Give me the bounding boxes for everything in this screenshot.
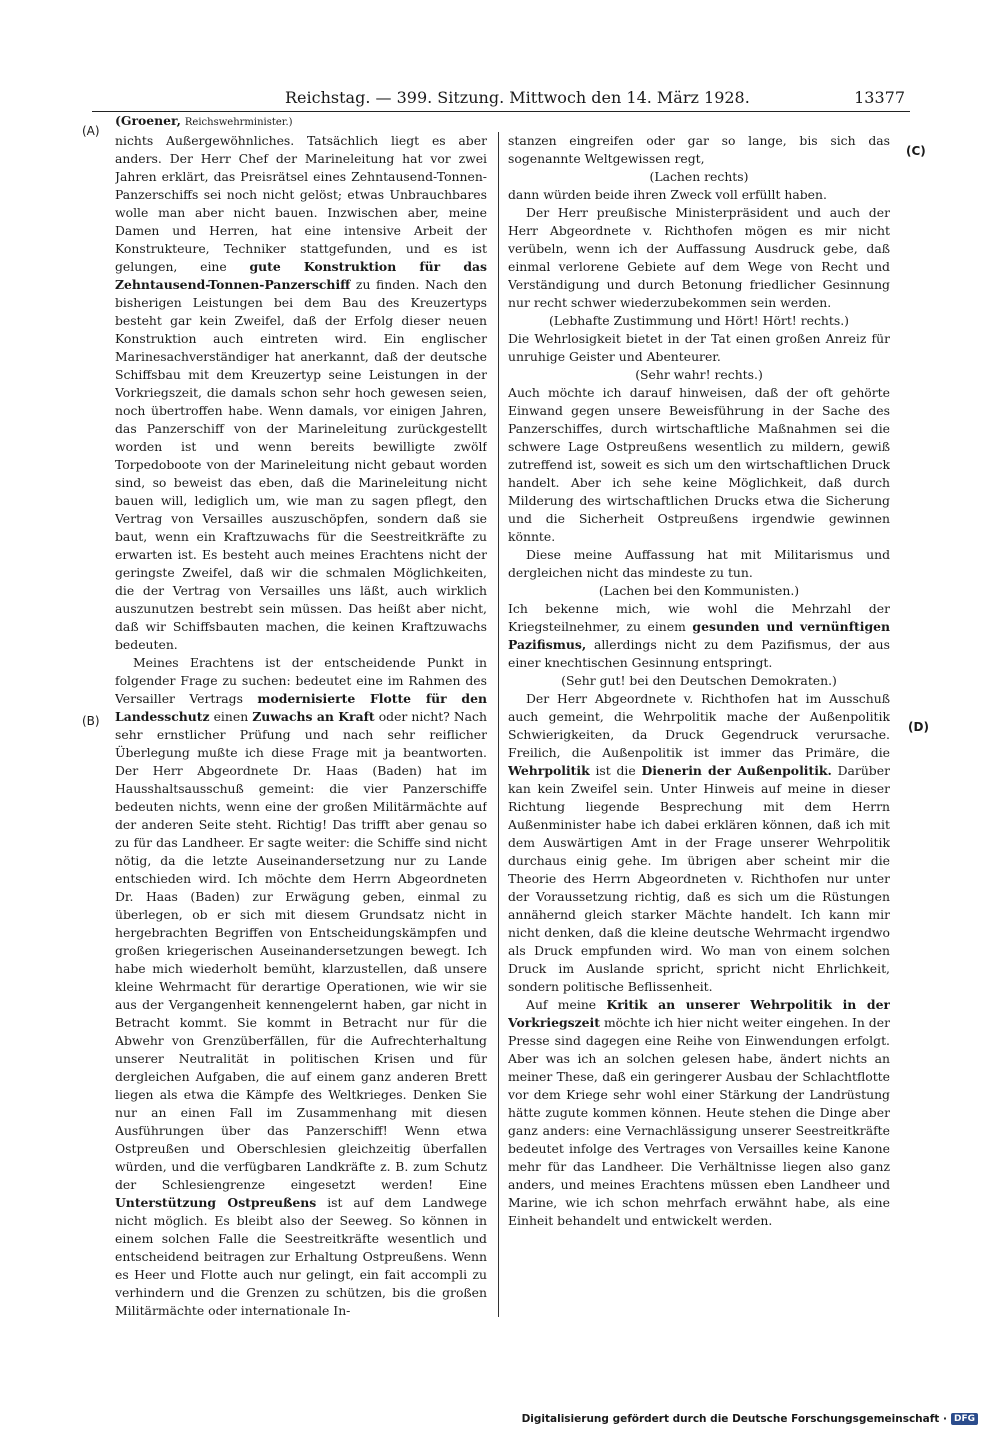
stage-direction: (Lachen rechts) [649, 169, 749, 184]
column-divider [498, 132, 499, 1317]
paragraph: Der Herr preußische Ministerpräsident und auch der Herr Abgeordnete v. Richthofen mögen es mir nicht verübeln, wenn ich der Auffassung Ausdruck gebe, daß einmal verlorene Gebiete auf dem Wege von Recht und Verständigung und durch Betonung friedlicher Gesinnung nur recht schwer wiederzubekommen sein werden. [508, 205, 890, 310]
speaker-name: (Groener, [115, 113, 181, 128]
paragraph: dann würden beide ihren Zweck voll erfüllt haben. [508, 187, 827, 202]
footer-text: Digitalisierung gefördert durch die Deutsche Forschungsgemeinschaft · [521, 1413, 947, 1425]
paragraph: Meines Erachtens ist der entscheidende Punkt in folgender Frage zu suchen: bedeutet eine im Rahmen des Versailler Vertrags modernisierte Flotte für den Landesschutz einen Zuwachs an Kraft oder nicht? Nach sehr ernstlicher Prüfung und nach sehr reiflicher Überlegung mußte ich diese Frage mit ja beantworten. Der Herr Abgeordnete Dr. Haas (Baden) hat im Hausshaltsausschuß gemeint: die vier Panzerschiffe bedeuten nichts, wenn eine der großen Militärmächte auf der anderen Seite steht. Richtig! Das trifft aber genau so zu für das Landheer. Er sagte weiter: die Schiffe sind nicht nötig, da die letzte Auseinandersetzung nur zu Lande entschieden wird. Ich möchte dem Herrn Abgeordneten Dr. Haas (Baden) zur Erwägung geben, einmal zu überlegen, ob er sich mit diesem Grundsatz nicht in hergebrachten Begriffen von Entscheidungskämpfen und großen kriegerischen Auseinandersetzungen bewegt. Ich habe mich wiederholt bemüht, klarzustellen, daß unsere kleine Wehrmacht für derartige Operationen, wie wir sie aus der Vergangenheit kennengelernt haben, gar nicht in Betracht kommt. Sie kommt in Betracht nur für die Abwehr von Grenzüberfällen, für die Aufrechterhaltung unserer Neutralität in politischen Krisen und für dergleichen Aufgaben, die auf einem ganz anderen Brett liegen als etwa die Kämpfe des Weltkrieges. Denken Sie nur an einen Fall im Zusammenhang mit diesen Ausführungen über das Panzerschiff! Wenn etwa Ostpreußen und Oberschlesien gleichzeitig überfallen würden, und die verfügbaren Landkräfte z. B. zum Schutz der Schlesiengrenze eingesetzt werden! Eine Unterstützung Ostpreußens ist auf dem Landwege nicht möglich. Es bleibt also der Seeweg. So können in einem solchen Falle die Seestreitkräfte wesentlich und entscheidend beitragen zur Erhaltung Ostpreußens. Wenn es Heer und Flotte auch nur gelingt, ein fait accompli zu verhindern und die Grenzen zu schützen, bis die großen Militärmächte oder internationale In- [115, 655, 487, 1318]
stage-direction: (Sehr wahr! rechts.) [635, 367, 763, 382]
page-header [285, 88, 905, 112]
footer [522, 1410, 978, 1428]
paragraph: Auch möchte ich darauf hinweisen, daß der oft gehörte Einwand gegen unsere Beweisführung in der Sache des Panzerschiffes, durch wirtschaftliche Maßnahmen sei die schwere Lage Ostpreußens wesentlich zu mildern, gewiß zutreffend ist, soweit es sich um den wirtschaftlichen Druck handelt. Aber ich sehe keine Möglichkeit, daß durch Milderung des wirtschaftlichen Drucks etwa die Sicherung und die Sicherheit Ostpreußens irgendwie gewinnen könnte. [508, 385, 890, 544]
header-title: Reichstag. — 399. Sitzung. Mittwoch den 14. März 1928. [285, 88, 750, 107]
paragraph: nichts Außergewöhnliches. Tatsächlich liegt es aber anders. Der Herr Chef der Marineleitung hat vor zwei Jahren erklärt, das Preisrätsel eines Zehntausend-Tonnen-Panzerschiffs sei noch nicht gelöst; etwas Unbrauchbares wolle man aber nicht bauen. Inzwischen aber, meine Damen und Herren, hat eine intensive Arbeit der Konstrukteure, Techniker stattgefunden, und es ist gelungen, eine gute Konstruktion für das Zehntausend-Tonnen-Panzerschiff zu finden. Nach den bisherigen Leistungen bei dem Bau des Kreuzertyps besteht gar kein Zweifel, daß der Erfolg dieser neuen Konstruktion auch eintreten wird. Ein englischer Marinesachverständiger hat anerkannt, daß der deutsche Schiffsbau mit dem Kreuzertyp seine Leistungen in der Vorkriegszeit, die damals schon sehr hoch gewesen seien, noch übertroffen habe. Wenn damals, vor einigen Jahren, das Panzerschiff von der Marineleitung zurückgestellt worden ist und wenn bereits bewilligte zwölf Torpedoboote von der Marineleitung nicht gebaut worden sind, so beweist das eben, daß die Marineleitung nicht bauen will, lediglich um, wie man zu sagen pflegt, den Vertrag von Versailles auszuschöpfen, sondern daß sie baut, wenn ein Kraftzuwachs für die Seestreitkräfte zu erwarten ist. Es besteht auch meines Erachtens nicht der geringste Zweifel, daß wir die schmalen Möglichkeiten, die der Vertrag von Versailles uns läßt, auch wirklich auszunutzen bestrebt sein müssen. Das heißt aber nicht, daß wir Schiffsbauten machen, die keinen Kraftzuwachs bedeuten. [115, 133, 487, 652]
paragraph: Die Wehrlosigkeit bietet in der Tat einen großen Anreiz für unruhige Geister und Abenteurer. [508, 331, 890, 364]
margin-mark-c: (C) [906, 144, 926, 158]
paragraph: Diese meine Auffassung hat mit Militarismus und dergleichen nicht das mindeste zu tun. [508, 547, 890, 580]
dfg-logo: DFG [951, 1413, 978, 1425]
paragraph: Auf meine Kritik an unserer Wehrpolitik in der Vorkriegszeit möchte ich hier nicht weiter eingehen. In der Presse sind dagegen eine Reihe von Einwendungen erfolgt. Aber was ich an solchen gelesen habe, ändert nichts an meiner These, daß ein geringerer Ausbau der Schlachtflotte vor dem Kriege sehr wohl einer Stärkung der Landrüstung hätte zugute kommen können. Heute stehen die Dinge aber ganz anders: eine Vernachlässigung unserer Seestreitkräfte bedeutet infolge des Vertrages von Versailles keine Kanone mehr für das Landheer. Die Verhältnisse liegen also ganz anders, und meines Erachtens müssen eben Landheer und Marine, wie ich schon mehrfach erwähnt habe, als eine Einheit behandelt und entwickelt werden. [508, 997, 890, 1228]
stage-direction: (Lachen bei den Kommunisten.) [598, 583, 800, 598]
page-number: 13377 [854, 88, 905, 107]
left-column [115, 112, 487, 1322]
speaker-role: Reichswehrminister.) [184, 117, 293, 128]
stage-direction: (Sehr gut! bei den Deutschen Demokraten.) [561, 673, 837, 688]
right-column [508, 132, 890, 1322]
paragraph: Ich bekenne mich, wie wohl die Mehrzahl der Kriegsteilnehmer, zu einem gesunden und vernünftigen Pazifismus, allerdings nicht zu dem Pazifismus, der aus einer knechtischen Gesinnung entspringt. [508, 601, 890, 670]
margin-mark-a: (A) [82, 124, 100, 138]
margin-mark-b: (B) [82, 714, 100, 728]
paragraph: stanzen eingreifen oder gar so lange, bis sich das sogenannte Weltgewissen regt, [508, 133, 890, 166]
margin-mark-d: (D) [908, 720, 929, 734]
speaker-line [115, 112, 487, 132]
stage-direction: (Lebhafte Zustimmung und Hört! Hört! rechts.) [548, 313, 850, 328]
paragraph: Der Herr Abgeordnete v. Richthofen hat im Ausschuß auch gemeint, die Wehrpolitik mache der Außenpolitik Schwierigkeiten, da Druck Gegendruck verursache. Freilich, die Außenpolitik ist immer das Primäre, die Wehrpolitik ist die Dienerin der Außenpolitik. Darüber kan kein Zweifel sein. Unter Hinweis auf meine in dieser Richtung liegende Besprechung mit dem Herrn Außenminister habe ich dabei erklären können, daß ich mit dem Auswärtigen Amt in der Frage unserer Wehrpolitik durchaus einig gehe. Im übrigen aber scheint mir die Theorie des Herrn Abgeordneten v. Richthofen nur unter der Voraussetzung richtig, daß es sich um die Rüstungen annähernd gleich starker Mächte handelt. Ich kann mir nicht denken, daß die kleine deutsche Wehrmacht irgendwo als Druck empfunden wird. Wo man von einem solchen Druck im Auslande spricht, spricht nicht Ehrlichkeit, sondern politische Beflissenheit. [508, 691, 890, 994]
